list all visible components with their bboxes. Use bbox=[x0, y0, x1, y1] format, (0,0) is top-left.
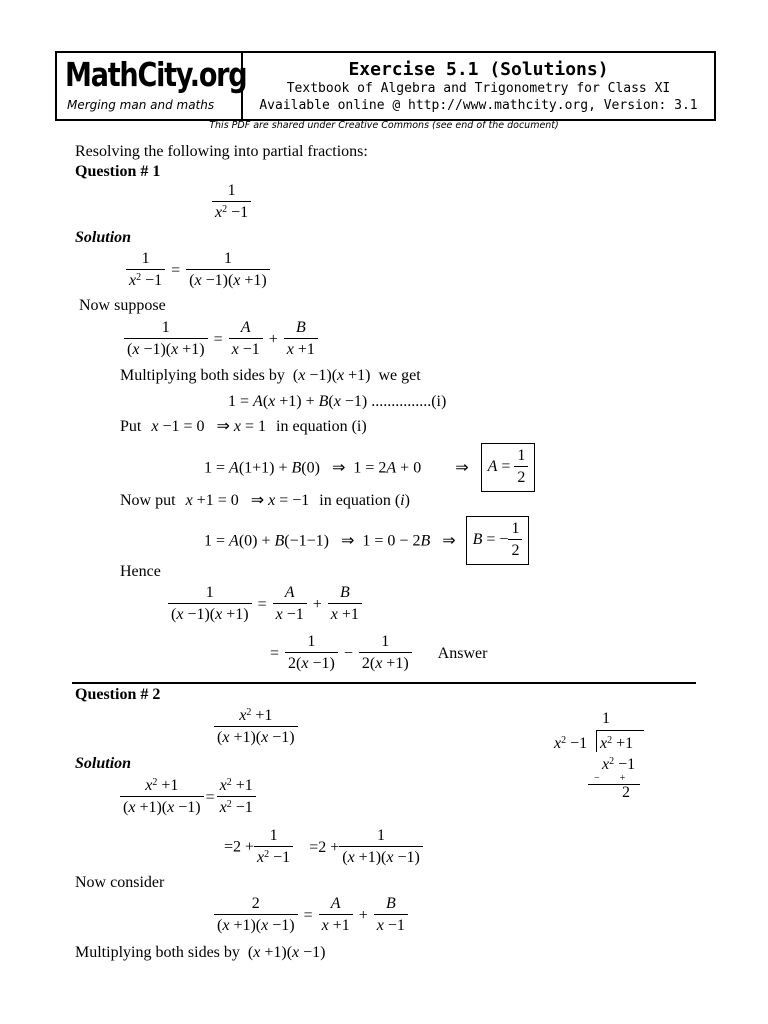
multiplying-line-2 bbox=[75, 944, 326, 962]
solution-label: Solution bbox=[75, 229, 132, 246]
now-put-line bbox=[120, 490, 410, 510]
long-division-overline bbox=[596, 730, 644, 731]
we-get-text: we get bbox=[378, 367, 421, 384]
equation-q2-division: =2 + $\frac{1}{x^2 -1}$ =2 + $\frac{1}{(x +1)(x -1)}$ bbox=[224, 826, 423, 869]
equation-answer: = $\frac{1}{2(x -1)}$ − $\frac{1}{2(x +1)}$ Answer bbox=[264, 632, 487, 675]
now-put-condition: x +1 = 0 ⇒ x = −1 bbox=[185, 492, 310, 509]
long-division-quotient: 1 bbox=[602, 710, 610, 727]
long-division-subtrahend: $x^2 -1$ bbox=[602, 756, 636, 773]
equation-solve-a: 1 = A(1+1) + B(0) ⇒ 1 = 2A + 0 ⇒ A = $\frac{1}{2}$ bbox=[204, 443, 535, 492]
equation-i: 1 = A(x +1) + B(x −1) ...............(i) bbox=[228, 393, 447, 410]
question-2-heading: Question # 2 bbox=[75, 686, 161, 703]
long-division-remainder: 2 bbox=[622, 784, 630, 801]
question-1-heading: Question # 1 bbox=[75, 163, 161, 180]
multiplier-expression: (x −1)(x +1) bbox=[292, 367, 371, 384]
textbook-title: Textbook of Algebra and Trigonometry for Class XI bbox=[286, 81, 671, 96]
equation-solve-b: 1 = A(0) + B(−1−1) ⇒ 1 = 0 − 2B ⇒ B = − $\frac{1}{2}$ bbox=[204, 516, 529, 565]
now-consider-text: Now consider bbox=[75, 874, 165, 891]
section-divider bbox=[72, 682, 696, 684]
multiplying-text-2: Multiplying both sides by bbox=[75, 944, 240, 961]
now-suppose-text: Now suppose bbox=[79, 297, 166, 314]
hence-text: Hence bbox=[120, 563, 161, 580]
logo-subtitle: Merging man and maths bbox=[67, 98, 215, 112]
long-division-signs: − + bbox=[594, 773, 626, 784]
solution-label-2: Solution bbox=[75, 755, 132, 772]
logo-title: MathCity.org bbox=[65, 55, 247, 94]
put-line bbox=[120, 416, 367, 436]
equation-i-tag: ...............(i) bbox=[371, 393, 447, 410]
long-division-dividend: $x^2 +1$ bbox=[600, 735, 634, 752]
now-put-text: Now put bbox=[120, 492, 176, 509]
equation-q2-supposition: $\frac{2}{(x +1)(x -1)}$ = $\frac{A}{x +1}$ + $\frac{B}{x -1}$ bbox=[214, 894, 408, 937]
question-2-expression: $\frac{x^2 +1}{(x +1)(x -1)}$ bbox=[214, 706, 298, 749]
equation-q2-simplify: $\frac{x^2 +1}{(x +1)(x -1)}$ = $\frac{x^2 +1}{x^2 -1}$ bbox=[120, 776, 256, 819]
answer-label: Answer bbox=[437, 644, 488, 662]
intro-text: Resolving the following into partial fractions: bbox=[75, 143, 368, 160]
equation-factorization: $\frac{1}{x^2 -1}$ = $\frac{1}{(x -1)(x +1)}$ bbox=[126, 249, 270, 292]
long-division-divisor: $x^2 -1$ bbox=[554, 735, 588, 752]
put-text: Put bbox=[120, 418, 142, 435]
multiplier-expression-2: (x +1)(x −1) bbox=[247, 944, 326, 961]
multiplying-line bbox=[120, 367, 421, 385]
exercise-title: Exercise 5.1 (Solutions) bbox=[348, 59, 609, 80]
in-equation-i-text: in equation (i) bbox=[319, 492, 410, 509]
equation-supposition: $\frac{1}{(x -1)(x +1)}$ = $\frac{A}{x -1}$ + $\frac{B}{x +1}$ bbox=[124, 318, 318, 361]
result-b-box: B = − $\frac{1}{2}$ bbox=[466, 516, 530, 565]
availability-line: Available online @ http://www.mathcity.org, Version: 3.1 bbox=[259, 98, 698, 113]
put-condition: x −1 = 0 ⇒ x = 1 bbox=[151, 418, 267, 435]
long-division-bracket bbox=[596, 730, 597, 752]
long-division bbox=[552, 708, 652, 804]
equation-hence: $\frac{1}{(x -1)(x +1)}$ = $\frac{A}{x -1}$ + $\frac{B}{x +1}$ bbox=[168, 583, 362, 626]
in-equation-text: in equation (i) bbox=[276, 418, 367, 435]
multiplying-text: Multiplying both sides by bbox=[120, 367, 285, 384]
result-a-box: A = $\frac{1}{2}$ bbox=[481, 443, 536, 492]
document-header bbox=[55, 51, 716, 121]
long-division-rule bbox=[588, 784, 640, 785]
question-1-expression: $\frac{1}{x^2 -1}$ bbox=[212, 181, 251, 224]
license-note: This PDF are shared under Creative Commons (see end of the document) bbox=[209, 120, 559, 131]
logo-box bbox=[57, 53, 247, 119]
